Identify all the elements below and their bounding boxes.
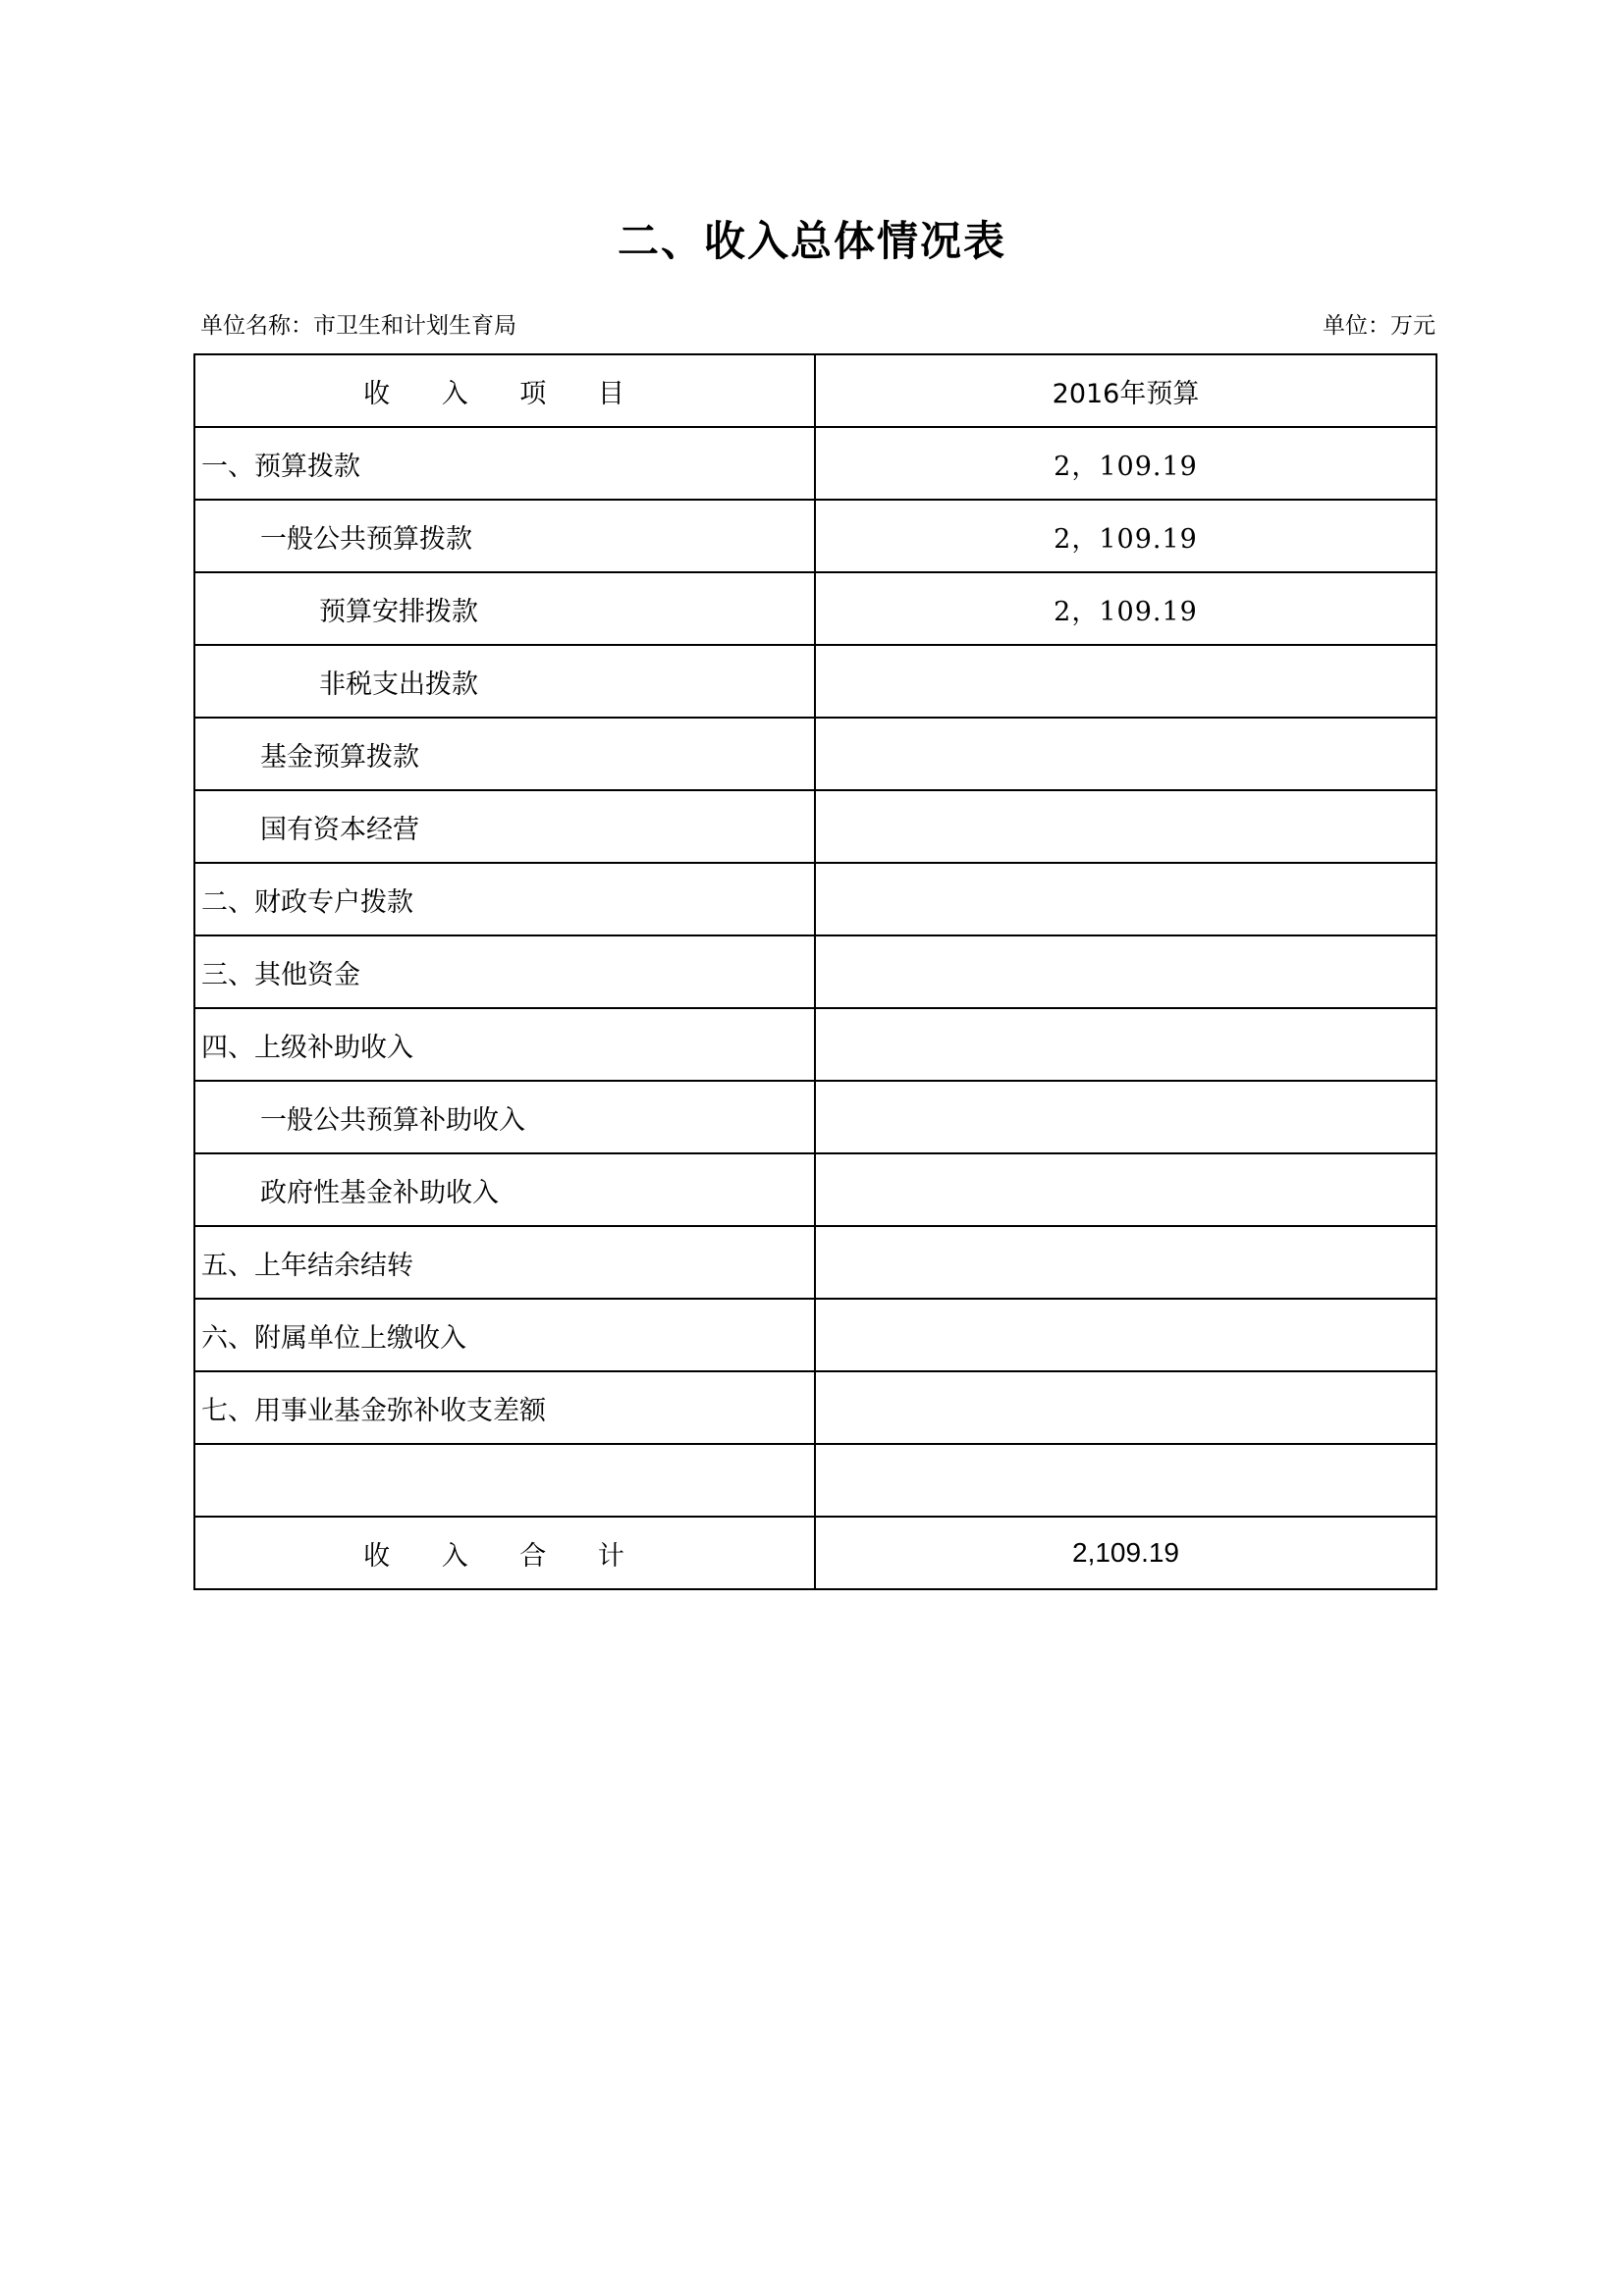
table-row	[194, 790, 1436, 863]
row-label	[194, 1444, 815, 1517]
table-total-row	[194, 1517, 1436, 1589]
row-value: 2，109.19	[815, 427, 1436, 500]
row-value	[815, 1226, 1436, 1299]
row-value	[815, 1299, 1436, 1371]
table-row	[194, 863, 1436, 935]
row-label: 二、财政专户拨款	[194, 863, 815, 935]
row-value	[815, 1153, 1436, 1226]
table-row	[194, 1081, 1436, 1153]
row-label: 非税支出拨款	[194, 645, 815, 718]
row-label: 国有资本经营	[194, 790, 815, 863]
table-row	[194, 500, 1436, 572]
row-label: 一般公共预算拨款	[194, 500, 815, 572]
table-row	[194, 1153, 1436, 1226]
row-value	[815, 1444, 1436, 1517]
table-row	[194, 427, 1436, 500]
row-label: 三、其他资金	[194, 935, 815, 1008]
header-budget-2016: 2016年预算	[815, 354, 1436, 427]
table-row-empty	[194, 1444, 1436, 1517]
row-value	[815, 1371, 1436, 1444]
row-value	[815, 645, 1436, 718]
table-row	[194, 1226, 1436, 1299]
row-value	[815, 790, 1436, 863]
total-label: 收 入 合 计	[194, 1517, 815, 1589]
row-label: 一般公共预算补助收入	[194, 1081, 815, 1153]
header-income-item: 收 入 项 目	[194, 354, 815, 427]
row-label: 预算安排拨款	[194, 572, 815, 645]
table-row	[194, 718, 1436, 790]
row-value	[815, 935, 1436, 1008]
row-label: 基金预算拨款	[194, 718, 815, 790]
total-value: 2,109.19	[815, 1517, 1436, 1589]
row-label: 五、上年结余结转	[194, 1226, 815, 1299]
row-value	[815, 1081, 1436, 1153]
row-value	[815, 863, 1436, 935]
row-value: 2，109.19	[815, 572, 1436, 645]
table-row	[194, 645, 1436, 718]
unit-name: 单位名称：市卫生和计划生育局	[200, 313, 516, 339]
table-header-row	[194, 354, 1436, 427]
row-label: 六、附属单位上缴收入	[194, 1299, 815, 1371]
row-label: 政府性基金补助收入	[194, 1153, 815, 1226]
table-row	[194, 1299, 1436, 1371]
row-label: 七、用事业基金弥补收支差额	[194, 1371, 815, 1444]
page-title: 二、收入总体情况表	[617, 217, 1006, 265]
unit-of-measure: 单位：万元	[1323, 313, 1435, 339]
table-row	[194, 572, 1436, 645]
income-table	[193, 353, 1437, 1590]
table-row	[194, 935, 1436, 1008]
row-value: 2，109.19	[815, 500, 1436, 572]
row-label: 四、上级补助收入	[194, 1008, 815, 1081]
row-label: 一、预算拨款	[194, 427, 815, 500]
row-value	[815, 718, 1436, 790]
table-row	[194, 1371, 1436, 1444]
table-row	[194, 1008, 1436, 1081]
row-value	[815, 1008, 1436, 1081]
